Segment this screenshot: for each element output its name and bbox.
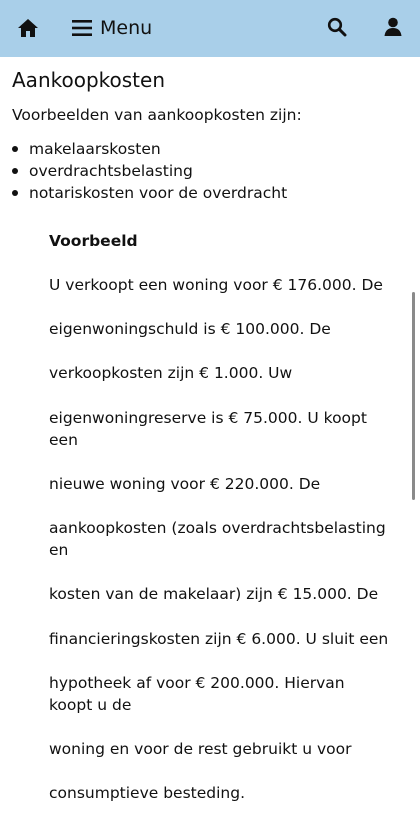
list-item-text: notariskosten voor de overdracht [29, 184, 288, 202]
hamburger-icon [72, 20, 92, 36]
example-line: aankoopkosten (zoals overdrachtsbelasting en [49, 519, 386, 560]
list-item [12, 138, 402, 160]
user-icon [384, 17, 402, 37]
search-icon [327, 17, 347, 37]
search-button[interactable] [325, 15, 349, 39]
example-line: U verkoopt een woning voor € 176.000. De [49, 276, 383, 295]
example-line: financieringskosten zijn € 6.000. U sluit een [49, 629, 389, 648]
top-navigation-bar [0, 0, 420, 57]
main-content [12, 62, 402, 204]
example-line: hypotheek af voor € 200.000. Hiervan koopt u de [49, 673, 345, 714]
home-icon [17, 18, 39, 38]
bullet-icon [12, 190, 18, 196]
bullet-icon [12, 146, 18, 152]
example-line: kosten van de makelaar) zijn € 15.000. De [49, 585, 379, 604]
list-item [12, 160, 402, 182]
page-title: Aankoopkosten [12, 68, 165, 92]
menu-button[interactable] [72, 14, 152, 42]
example-block [49, 230, 389, 826]
home-button[interactable] [14, 16, 42, 40]
bullet-icon [12, 168, 18, 174]
costs-list [12, 138, 402, 204]
example-line: verkoopkosten zijn € 1.000. Uw [49, 364, 293, 383]
example-text [49, 252, 389, 826]
example-line: eigenwoningschuld is € 100.000. De [49, 320, 331, 339]
intro-text: Voorbeelden van aankoopkosten zijn: [12, 106, 302, 124]
example-line: eigenwoningreserve is € 75.000. U koopt een [49, 408, 367, 449]
list-item-text: overdrachtsbelasting [29, 162, 193, 180]
example-line: nieuwe woning voor € 220.000. De [49, 474, 321, 493]
example-title: Voorbeeld [49, 232, 138, 250]
scrollbar[interactable] [412, 292, 415, 500]
example-line: woning en voor de rest gebruikt u voor [49, 740, 352, 759]
example-line: consumptieve besteding. [49, 784, 246, 803]
user-button[interactable] [381, 15, 405, 39]
list-item [12, 182, 402, 204]
list-item-text: makelaarskosten [29, 140, 161, 158]
menu-label: Menu [100, 17, 153, 39]
